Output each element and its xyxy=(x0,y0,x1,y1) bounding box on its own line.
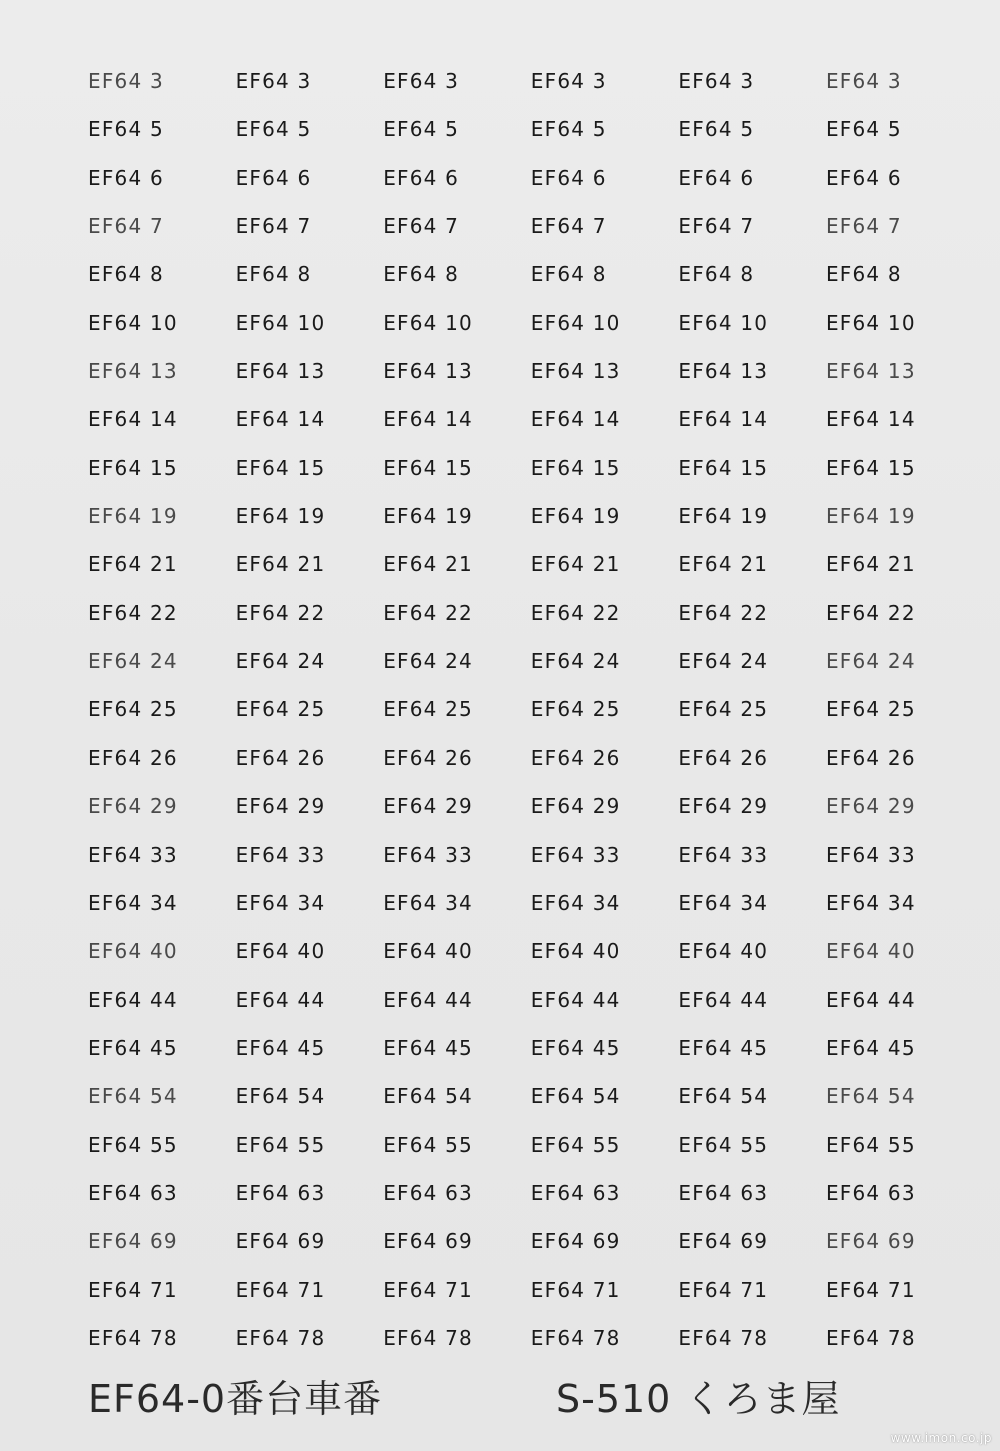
decal-number: EF64 8 xyxy=(530,262,607,287)
decal-number: EF64 71 xyxy=(235,1277,326,1302)
decal-number: EF64 33 xyxy=(235,842,326,867)
decal-number: EF64 54 xyxy=(530,1084,621,1109)
decal-number: EF64 22 xyxy=(678,600,769,625)
decal-number: EF64 6 xyxy=(825,165,902,190)
decal-number: EF64 40 xyxy=(383,939,473,964)
decal-number: EF64 34 xyxy=(825,890,916,915)
decal-number: EF64 40 xyxy=(235,939,326,964)
watermark: www.imon.co.jp xyxy=(890,1431,992,1445)
decal-number: EF64 10 xyxy=(88,310,178,335)
decal-number: EF64 29 xyxy=(530,794,621,819)
product-code: S-510 くろま屋 xyxy=(556,1377,841,1421)
decal-number: EF64 45 xyxy=(530,1035,621,1060)
decal-number: EF64 63 xyxy=(530,1180,621,1205)
decal-number: EF64 6 xyxy=(235,165,312,190)
decal-number: EF64 22 xyxy=(383,600,473,625)
decal-number: EF64 33 xyxy=(530,842,621,867)
decal-number: EF64 25 xyxy=(235,697,326,722)
decal-number: EF64 8 xyxy=(88,262,164,287)
decal-number: EF64 14 xyxy=(235,407,326,432)
decal-number: EF64 26 xyxy=(678,745,769,770)
decal-number: EF64 10 xyxy=(530,310,621,335)
decal-number: EF64 40 xyxy=(530,939,621,964)
decal-number: EF64 7 xyxy=(88,214,164,239)
decal-number: EF64 40 xyxy=(88,939,178,964)
decal-number: EF64 15 xyxy=(678,455,769,480)
decal-number: EF64 21 xyxy=(678,552,769,577)
decal-number: EF64 7 xyxy=(678,214,755,239)
decal-number: EF64 44 xyxy=(88,987,178,1012)
decal-number: EF64 3 xyxy=(88,69,164,93)
decal-number: EF64 69 xyxy=(825,1229,916,1254)
decal-number: EF64 7 xyxy=(235,214,312,239)
decal-number: EF64 5 xyxy=(678,117,755,142)
decal-number: EF64 26 xyxy=(88,745,178,770)
decal-number: EF64 33 xyxy=(678,842,769,867)
decal-number: EF64 6 xyxy=(88,165,164,190)
decal-number: EF64 22 xyxy=(88,600,178,625)
decal-number: EF64 7 xyxy=(825,214,902,239)
decal-number: EF64 3 xyxy=(678,69,755,93)
decal-number: EF64 13 xyxy=(825,359,916,384)
decal-number: EF64 44 xyxy=(383,987,473,1012)
decal-number: EF64 24 xyxy=(530,649,621,674)
decal-number: EF64 6 xyxy=(383,165,460,190)
decal-number-grid xyxy=(88,62,948,1367)
decal-number: EF64 13 xyxy=(678,359,769,384)
decal-number: EF64 6 xyxy=(678,165,755,190)
decal-number: EF64 55 xyxy=(530,1132,621,1157)
decal-number: EF64 33 xyxy=(383,842,473,867)
decal-number: EF64 69 xyxy=(235,1229,326,1254)
decal-number: EF64 34 xyxy=(235,890,326,915)
decal-number: EF64 3 xyxy=(530,69,607,93)
decal-number: EF64 15 xyxy=(530,455,621,480)
decal-number: EF64 24 xyxy=(383,649,473,674)
decal-number: EF64 34 xyxy=(88,890,178,915)
decal-number: EF64 78 xyxy=(530,1325,621,1350)
decal-number: EF64 25 xyxy=(825,697,916,722)
decal-number: EF64 22 xyxy=(235,600,326,625)
decal-number: EF64 22 xyxy=(825,600,916,625)
decal-number: EF64 21 xyxy=(530,552,621,577)
decal-number: EF64 55 xyxy=(825,1132,916,1157)
decal-number: EF64 15 xyxy=(825,455,916,480)
decal-number: EF64 54 xyxy=(88,1084,178,1109)
decal-number: EF64 13 xyxy=(88,359,178,384)
decal-number: EF64 29 xyxy=(825,794,916,819)
decal-number: EF64 19 xyxy=(678,504,769,529)
decal-number: EF64 14 xyxy=(825,407,916,432)
decal-number: EF64 21 xyxy=(235,552,326,577)
decal-number: EF64 63 xyxy=(88,1180,178,1205)
decal-number: EF64 5 xyxy=(825,117,902,142)
decal-number: EF64 44 xyxy=(678,987,769,1012)
decal-number: EF64 55 xyxy=(235,1132,326,1157)
decal-number: EF64 71 xyxy=(88,1277,178,1302)
decal-number: EF64 44 xyxy=(235,987,326,1012)
decal-number: EF64 14 xyxy=(678,407,769,432)
decal-number: EF64 71 xyxy=(825,1277,916,1302)
decal-number: EF64 34 xyxy=(678,890,769,915)
decal-number: EF64 33 xyxy=(88,842,178,867)
decal-number: EF64 54 xyxy=(825,1084,916,1109)
decal-number: EF64 10 xyxy=(383,310,473,335)
decal-number: EF64 69 xyxy=(383,1229,473,1254)
decal-number: EF64 25 xyxy=(88,697,178,722)
decal-number: EF64 8 xyxy=(678,262,755,287)
decal-number: EF64 21 xyxy=(383,552,473,577)
decal-number: EF64 19 xyxy=(825,504,916,529)
decal-number: EF64 29 xyxy=(88,794,178,819)
decal-number: EF64 15 xyxy=(235,455,326,480)
decal-number: EF64 71 xyxy=(530,1277,621,1302)
decal-number: EF64 54 xyxy=(383,1084,473,1109)
decal-number: EF64 45 xyxy=(825,1035,916,1060)
decal-number: EF64 7 xyxy=(530,214,607,239)
decal-number: EF64 63 xyxy=(383,1180,473,1205)
decal-number: EF64 15 xyxy=(383,455,473,480)
decal-number: EF64 26 xyxy=(825,745,916,770)
decal-number: EF64 6 xyxy=(530,165,607,190)
decal-number: EF64 44 xyxy=(825,987,916,1012)
decal-number: EF64 24 xyxy=(678,649,769,674)
decal-number: EF64 8 xyxy=(383,262,460,287)
decal-number: EF64 14 xyxy=(530,407,621,432)
decal-number: EF64 25 xyxy=(383,697,473,722)
decal-number: EF64 54 xyxy=(235,1084,326,1109)
decal-number: EF64 45 xyxy=(678,1035,769,1060)
decal-number: EF64 45 xyxy=(383,1035,473,1060)
decal-number: EF64 13 xyxy=(235,359,326,384)
decal-number: EF64 3 xyxy=(383,69,460,93)
decal-number: EF64 26 xyxy=(235,745,326,770)
decal-number: EF64 13 xyxy=(383,359,473,384)
decal-number: EF64 14 xyxy=(383,407,473,432)
decal-number: EF64 7 xyxy=(383,214,460,239)
decal-number: EF64 19 xyxy=(383,504,473,529)
decal-number: EF64 54 xyxy=(678,1084,769,1109)
decal-number: EF64 40 xyxy=(678,939,769,964)
decal-number: EF64 25 xyxy=(678,697,769,722)
decal-number: EF64 21 xyxy=(825,552,916,577)
decal-number: EF64 26 xyxy=(383,745,473,770)
decal-number: EF64 8 xyxy=(235,262,312,287)
decal-number: EF64 29 xyxy=(383,794,473,819)
decal-number: EF64 45 xyxy=(235,1035,326,1060)
decal-number: EF64 14 xyxy=(88,407,178,432)
decal-number: EF64 21 xyxy=(88,552,178,577)
decal-number: EF64 22 xyxy=(530,600,621,625)
decal-number: EF64 45 xyxy=(88,1035,178,1060)
decal-number: EF64 69 xyxy=(88,1229,178,1254)
decal-number: EF64 78 xyxy=(825,1325,916,1350)
decal-number: EF64 24 xyxy=(235,649,326,674)
decal-number: EF64 10 xyxy=(235,310,326,335)
decal-number: EF64 10 xyxy=(678,310,769,335)
decal-number: EF64 5 xyxy=(383,117,460,142)
decal-number: EF64 63 xyxy=(235,1180,326,1205)
decal-number: EF64 40 xyxy=(825,939,916,964)
decal-number: EF64 78 xyxy=(235,1325,326,1350)
decal-number: EF64 55 xyxy=(383,1132,473,1157)
decal-number: EF64 63 xyxy=(825,1180,916,1205)
decal-number: EF64 33 xyxy=(825,842,916,867)
decal-number: EF64 55 xyxy=(678,1132,769,1157)
decal-number: EF64 29 xyxy=(235,794,326,819)
decal-number: EF64 34 xyxy=(383,890,473,915)
decal-number: EF64 34 xyxy=(530,890,621,915)
decal-number: EF64 3 xyxy=(825,69,902,93)
decal-number: EF64 71 xyxy=(383,1277,473,1302)
decal-number: EF64 5 xyxy=(530,117,607,142)
decal-number: EF64 19 xyxy=(235,504,326,529)
decal-number: EF64 5 xyxy=(235,117,312,142)
decal-number: EF64 78 xyxy=(88,1325,178,1350)
decal-number: EF64 8 xyxy=(825,262,902,287)
decal-number: EF64 44 xyxy=(530,987,621,1012)
decal-number: EF64 29 xyxy=(678,794,769,819)
decal-number: EF64 15 xyxy=(88,455,178,480)
decal-number: EF64 63 xyxy=(678,1180,769,1205)
decal-number: EF64 78 xyxy=(678,1325,769,1350)
decal-number: EF64 5 xyxy=(88,117,164,142)
sheet-title: EF64-0番台車番 xyxy=(88,1377,383,1421)
decal-number: EF64 71 xyxy=(678,1277,769,1302)
decal-number: EF64 10 xyxy=(825,310,916,335)
decal-number: EF64 69 xyxy=(530,1229,621,1254)
decal-number: EF64 24 xyxy=(825,649,916,674)
decal-number: EF64 69 xyxy=(678,1229,769,1254)
decal-number: EF64 24 xyxy=(88,649,178,674)
decal-number: EF64 26 xyxy=(530,745,621,770)
decal-number: EF64 19 xyxy=(530,504,621,529)
decal-number: EF64 19 xyxy=(88,504,178,529)
decal-number: EF64 13 xyxy=(530,359,621,384)
decal-number: EF64 25 xyxy=(530,697,621,722)
decal-number: EF64 55 xyxy=(88,1132,178,1157)
decal-number: EF64 78 xyxy=(383,1325,473,1350)
decal-number: EF64 3 xyxy=(235,69,312,93)
